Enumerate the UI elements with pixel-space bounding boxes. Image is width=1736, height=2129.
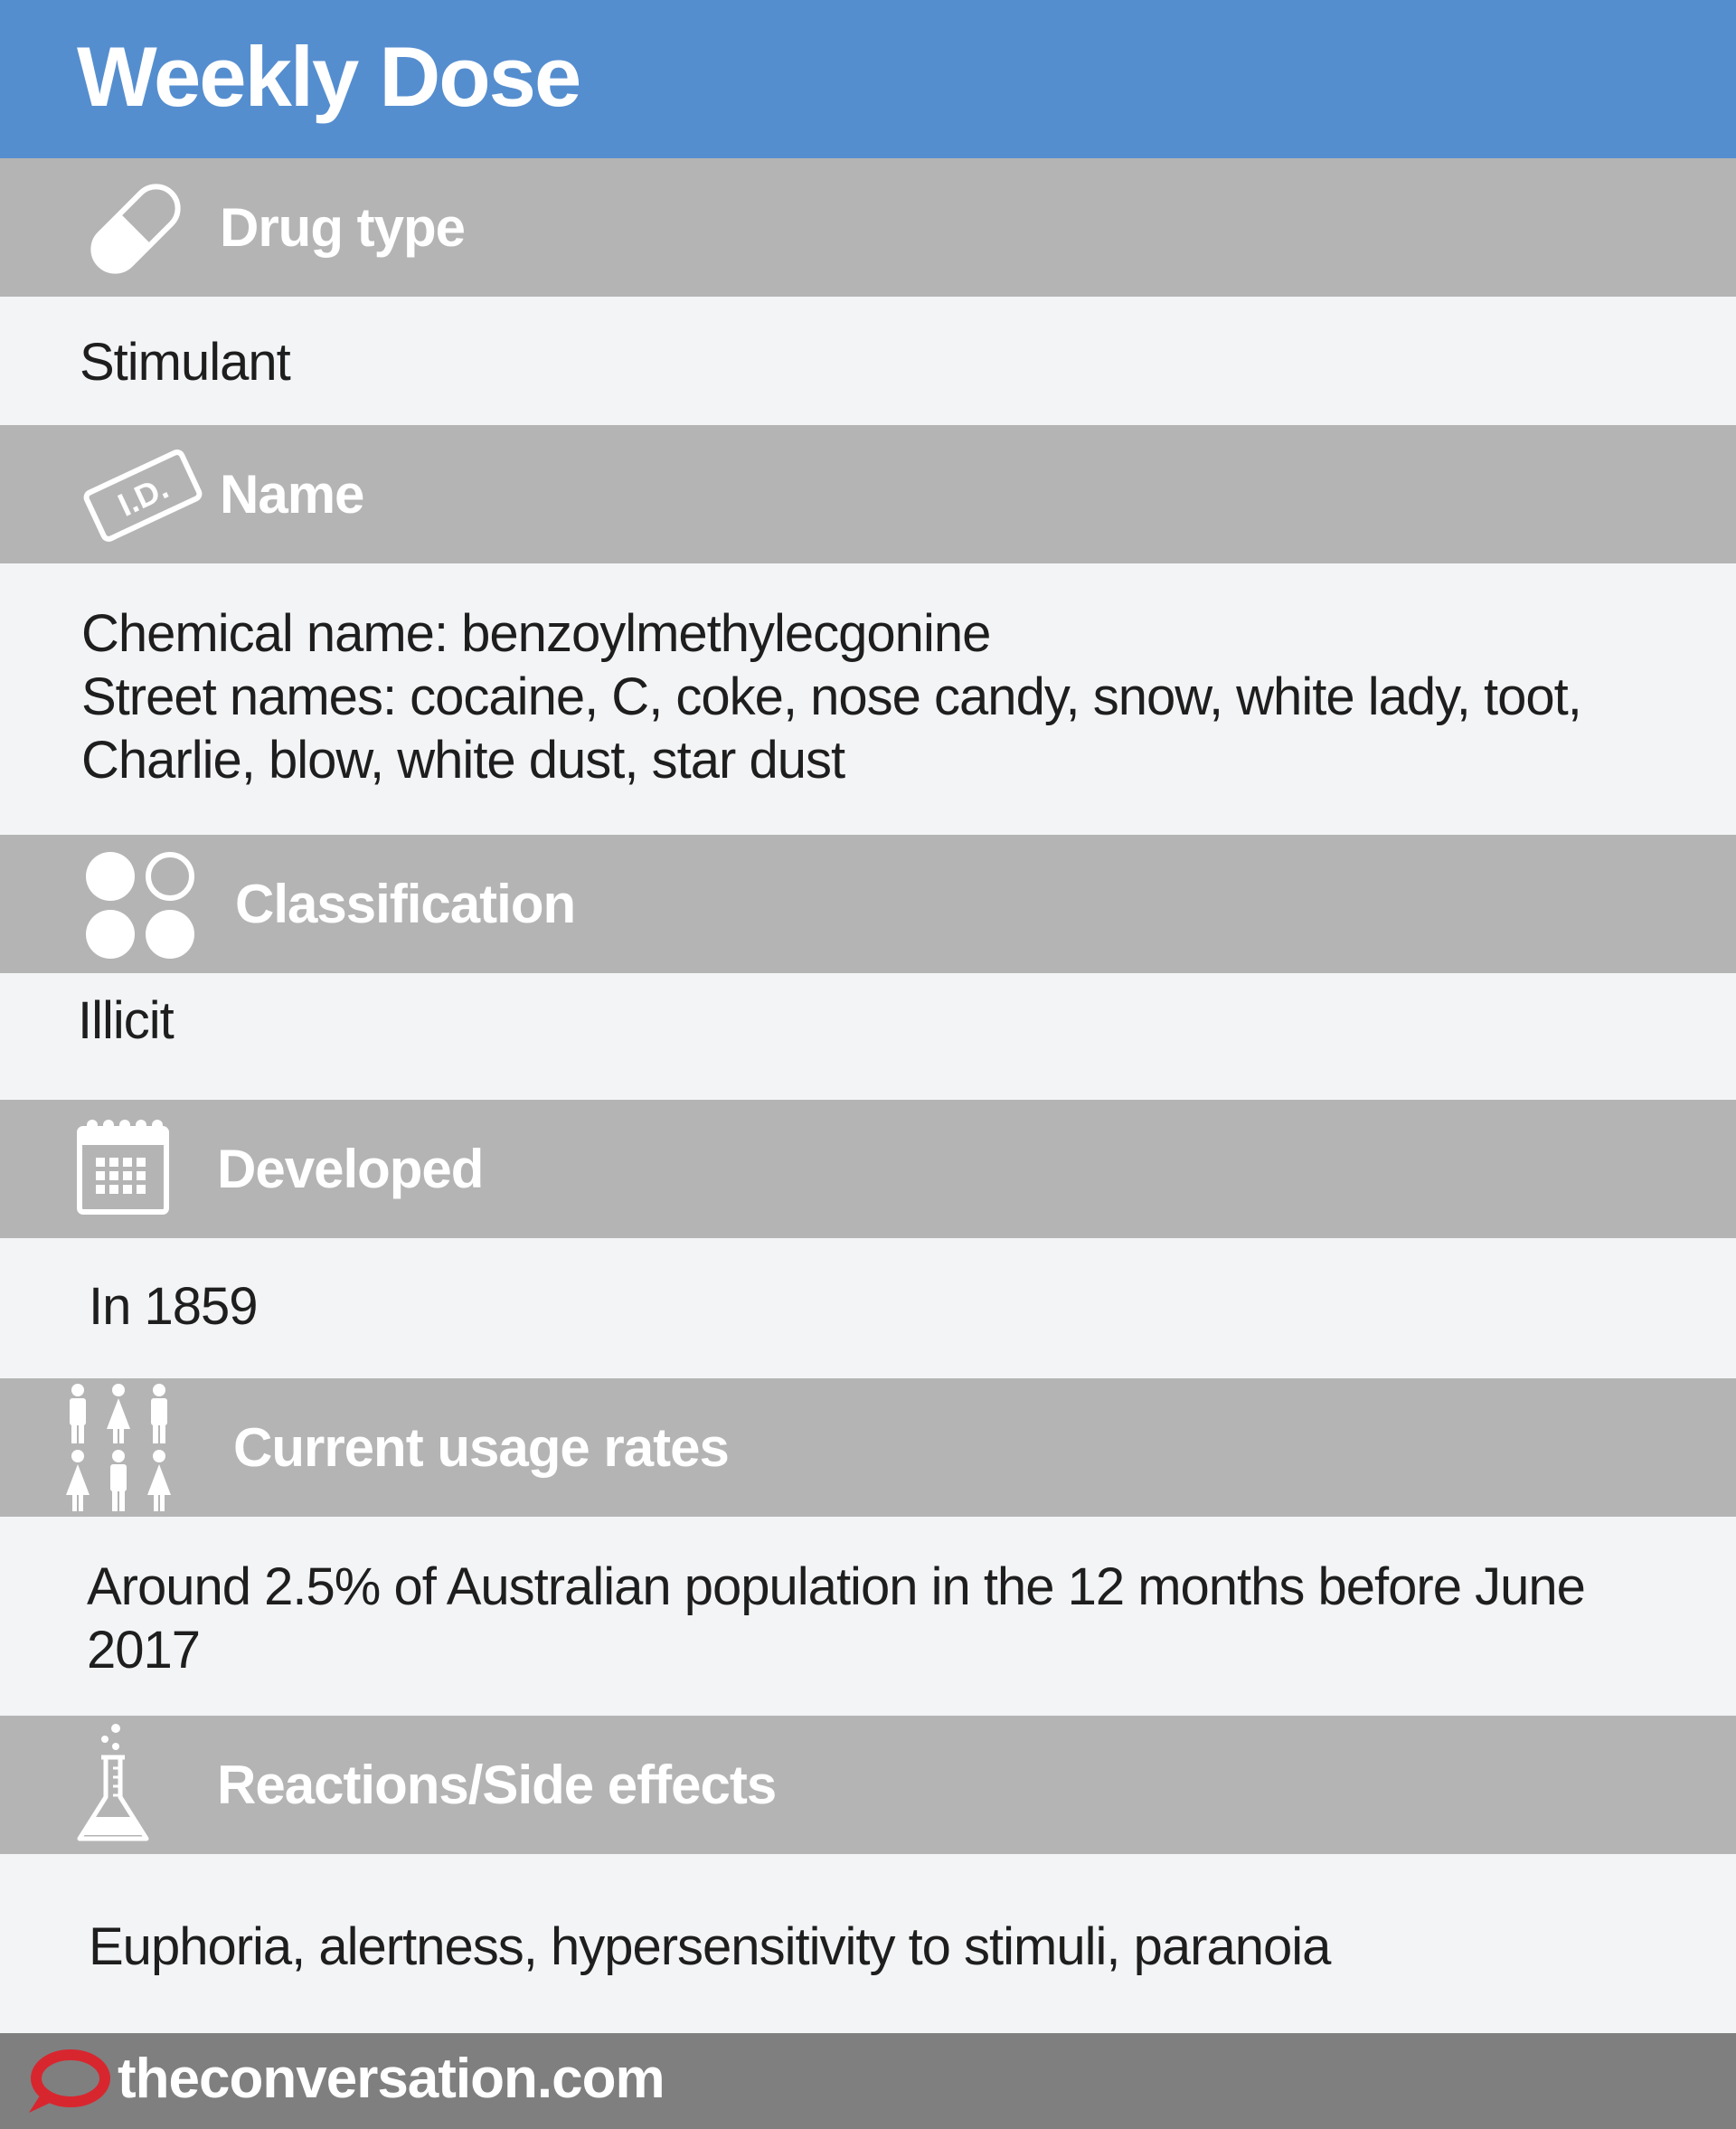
svg-text:I.D.: I.D.: [112, 468, 175, 524]
brand-name: theconversation.com: [118, 2048, 665, 2110]
people-icon: [60, 1382, 177, 1516]
section-header-classification: [0, 835, 1736, 973]
chemical-name-line: Chemical name: benzoylmethylecgonine: [81, 604, 991, 663]
section-header-usage-rates: [0, 1378, 1736, 1517]
usage-rates-text: [87, 1556, 1585, 1682]
footer: [0, 2033, 1736, 2129]
calendar-icon: [76, 1116, 170, 1216]
classification-dots-icon: [81, 846, 199, 963]
page-title: Weekly Dose: [77, 29, 580, 124]
classification-value: Illicit: [78, 991, 174, 1050]
name-details: [81, 602, 1581, 792]
usage-rates-line-cont: 2017: [87, 1621, 201, 1680]
section-heading: Classification: [235, 874, 576, 934]
title-bar: [0, 0, 1736, 158]
pill-icon: [81, 175, 190, 283]
section-heading: Current usage rates: [233, 1417, 729, 1478]
section-heading: Reactions/Side effects: [217, 1755, 777, 1815]
section-header-drug-type: [0, 158, 1736, 297]
reactions-value: Euphoria, alertness, hypersensitivity to stimuli, paranoia: [89, 1917, 1331, 1976]
speech-bubble-icon: [22, 2046, 112, 2118]
section-heading: Drug type: [220, 197, 466, 258]
section-header-reactions: [0, 1716, 1736, 1854]
section-header-developed: [0, 1100, 1736, 1238]
section-header-name: [0, 425, 1736, 563]
usage-rates-line: Around 2.5% of Australian population in the 12 months before June: [87, 1557, 1585, 1616]
drug-type-value: Stimulant: [80, 333, 290, 392]
street-names-line-cont: Charlie, blow, white dust, star dust: [81, 731, 845, 790]
flask-icon: [72, 1723, 154, 1848]
id-tag-icon: [80, 441, 206, 550]
developed-value: In 1859: [89, 1277, 258, 1336]
street-names-line: Street names: cocaine, C, coke, nose candy, snow, white lady, toot,: [81, 667, 1581, 726]
section-heading: Name: [220, 464, 364, 525]
section-heading: Developed: [217, 1139, 484, 1199]
